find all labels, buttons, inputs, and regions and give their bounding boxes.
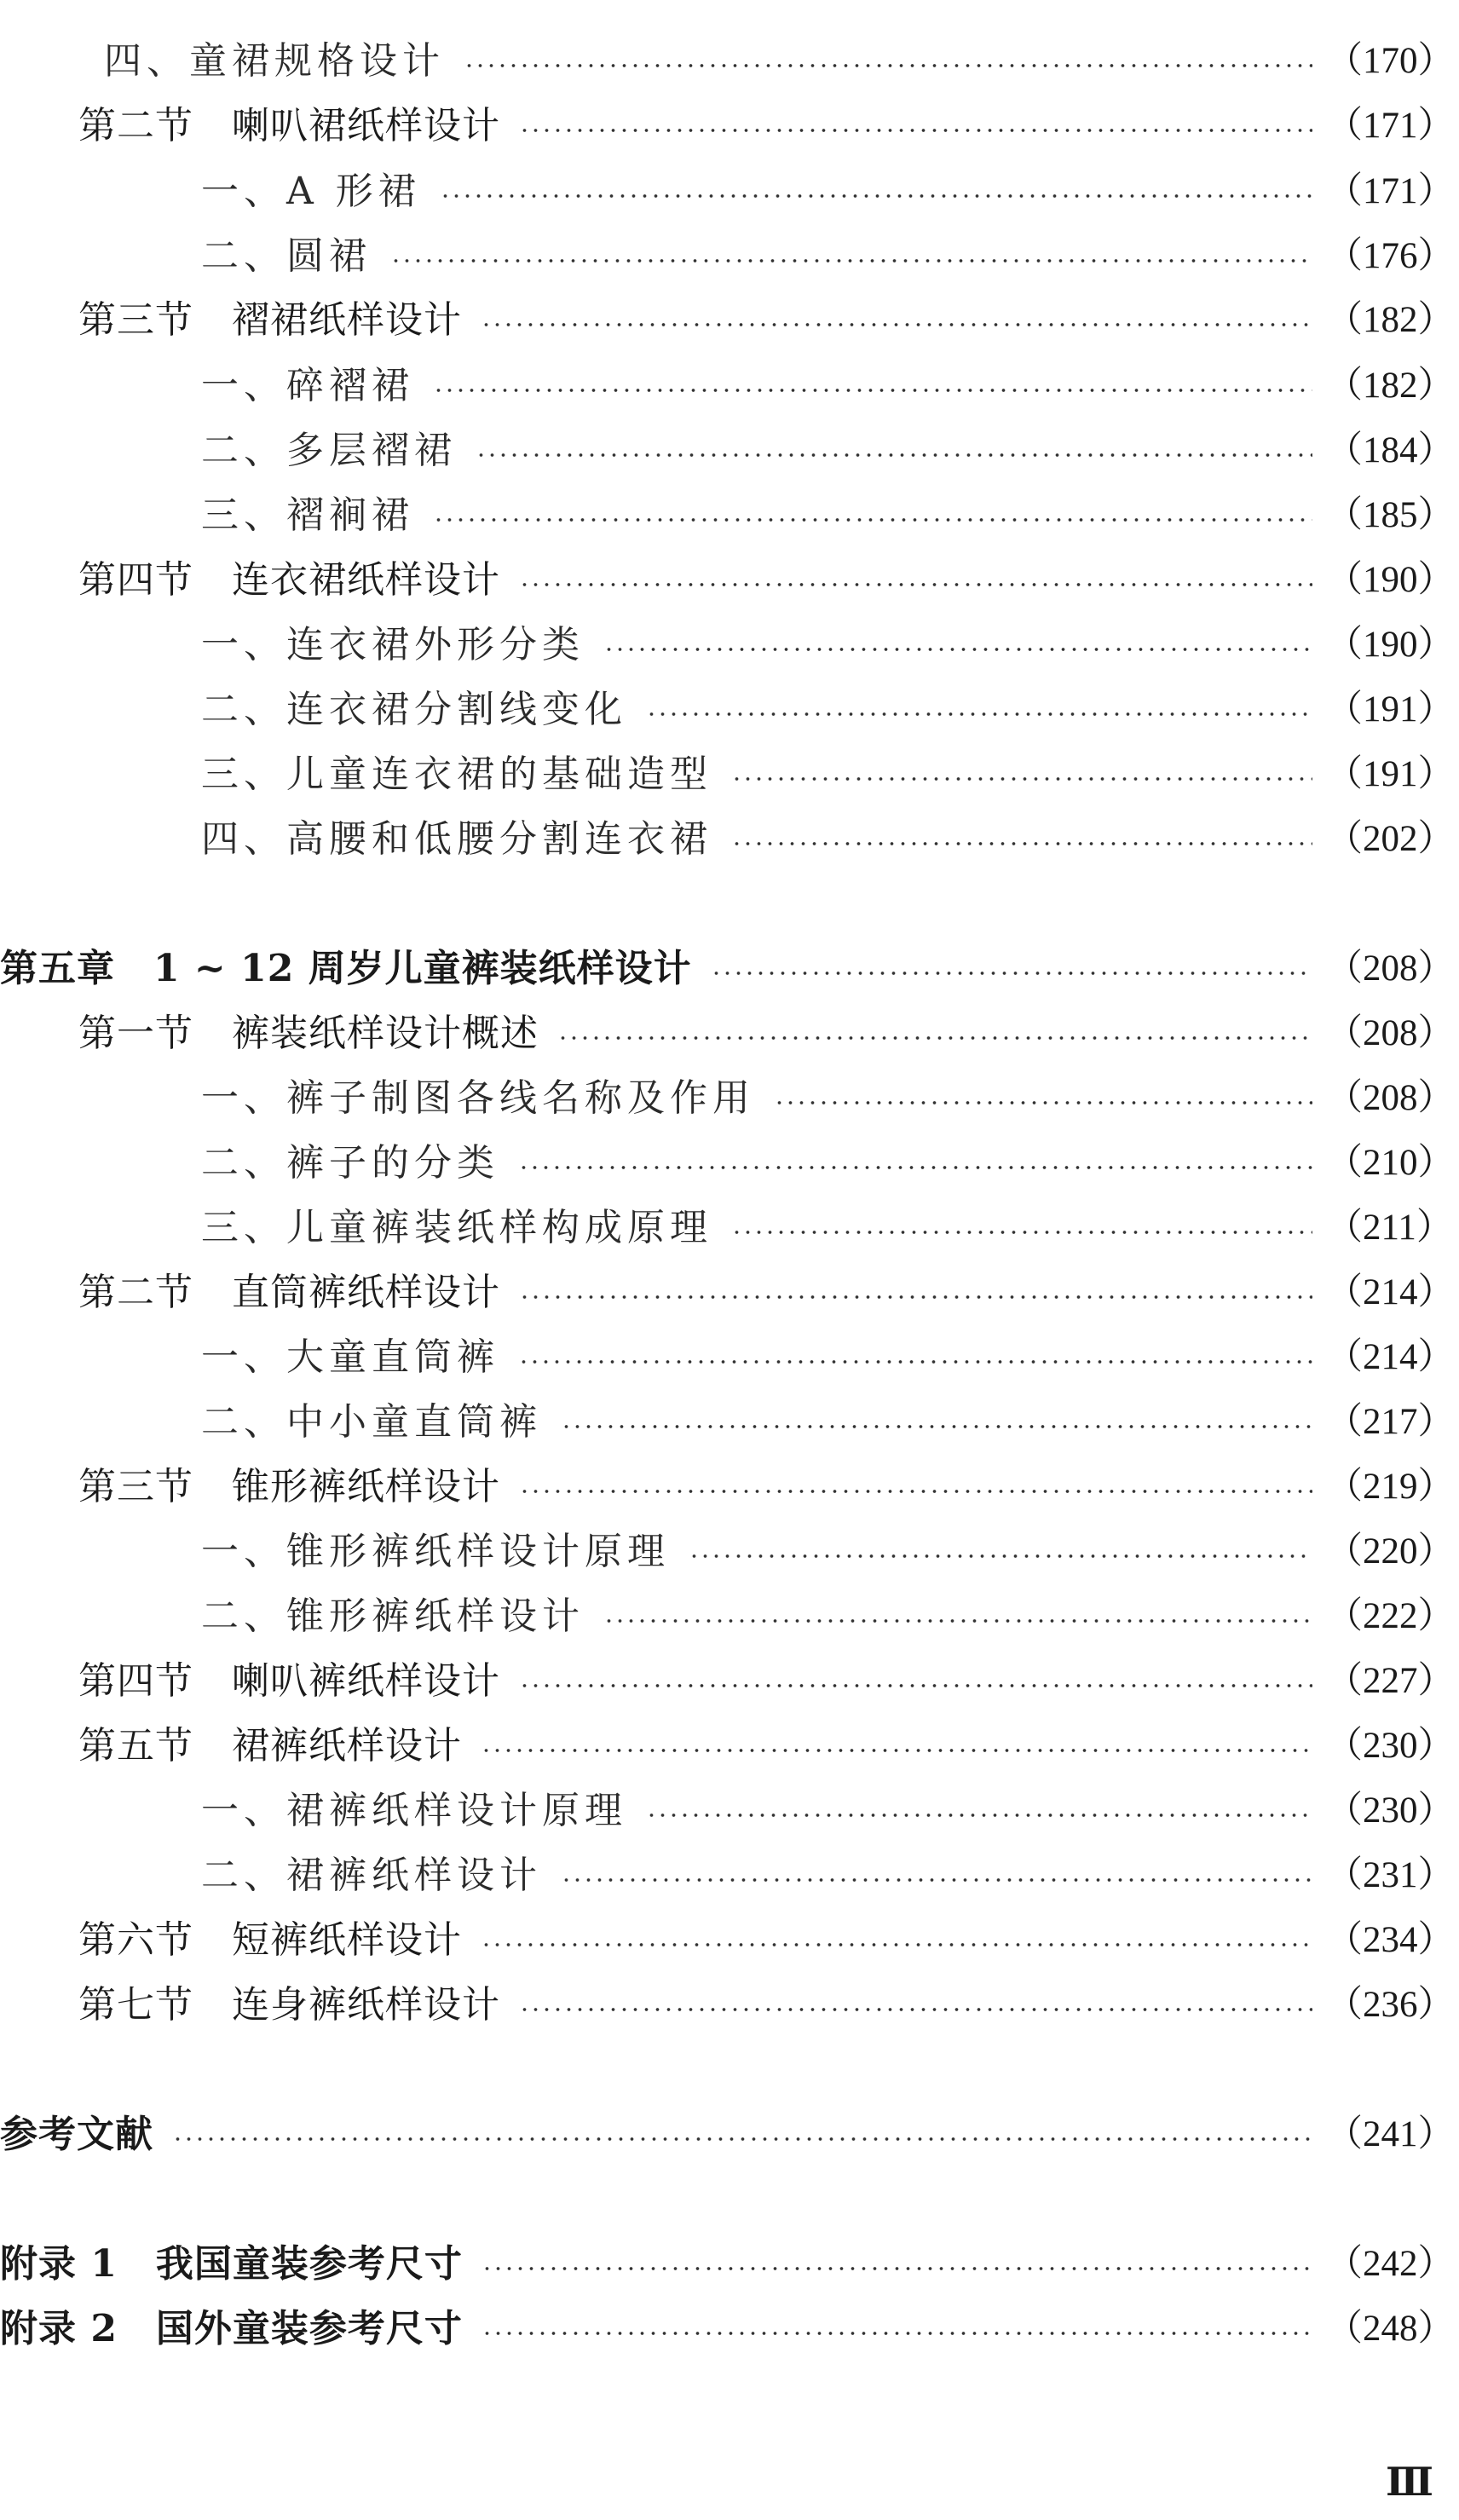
toc-entry-title: 第七节 连身裤纸样设计 [78,1983,500,2027]
toc-chapter [0,2299,1459,2359]
toc-entry-title: 一、锥形裤纸样设计原理 [201,1530,670,1573]
toc-entry-title: 第六节 短裤纸样设计 [78,1918,462,1962]
toc-entry-page: （227） [1326,1661,1455,1701]
toc-entry-page: （211） [1326,1208,1453,1248]
dot-leader [481,1748,1312,1753]
toc-entry-title: 第二节 直筒裤纸样设计 [78,1271,500,1314]
page-number: Ⅲ [1385,2460,1433,2504]
toc-entry [0,1846,1459,1906]
toc-entry-page: （171） [1326,171,1455,211]
toc-entry [0,1133,1459,1193]
toc-entry-page: （230） [1326,1726,1455,1766]
toc-entry [0,96,1459,156]
toc-entry-title: 第四节 连衣裙纸样设计 [78,558,500,602]
dot-leader [774,1100,1312,1105]
toc-entry [0,1198,1459,1258]
toc-entry-title: 四、童裙规格设计 [104,39,445,83]
toc-entry [0,615,1459,675]
dot-leader [481,322,1312,327]
toc-entry-title: 一、大童直筒裤 [201,1335,499,1379]
toc-entry [0,810,1459,869]
toc-entry-title: 第二节 喇叭裙纸样设计 [78,104,500,147]
toc-entry-title: 三、儿童裤装纸样构成原理 [201,1206,712,1249]
toc-entry [0,1652,1459,1711]
dot-leader [689,1554,1312,1559]
toc-entry-title: 二、圆裙 [201,234,372,278]
toc-entry-title: 一、A 形裙 [201,170,421,213]
toc-entry [0,680,1459,740]
toc-entry [0,1975,1459,2035]
toc-entry-page: （248） [1326,2309,1455,2349]
dot-leader [433,388,1312,393]
toc-entry-page: （208） [1326,1078,1455,1118]
toc-entry [0,1587,1459,1646]
dot-leader [476,453,1312,458]
toc-entry [0,1457,1459,1517]
toc-entry-title: 二、连衣裙分割线变化 [201,688,627,731]
toc-entry-page: （214） [1326,1272,1455,1312]
toc-entry-page: （214） [1326,1337,1455,1377]
toc-entry-page: （217） [1326,1402,1455,1442]
toc-entry-title: 四、高腰和低腰分割连衣裙 [201,817,712,861]
toc-entry-title: 二、锥形裤纸样设计 [201,1594,585,1638]
toc-entry-page: （185） [1326,495,1455,535]
dot-leader [519,2007,1312,2012]
toc-entry [0,745,1459,804]
toc-chapter-title: 参考文献 [0,2113,153,2156]
toc-entry [0,1393,1459,1452]
dot-leader [519,582,1312,587]
dot-leader [561,1877,1312,1883]
toc-entry-page: （219） [1326,1467,1455,1507]
toc-entry-page: （202） [1326,819,1455,859]
toc-entry-page: （242） [1326,2244,1455,2284]
toc-entry [0,1328,1459,1387]
toc-entry-page: （190） [1326,560,1455,600]
toc-chapter-title: 附录 2 国外童装参考尺寸 [0,2307,463,2350]
toc-entry-page: （222） [1326,1596,1455,1636]
dot-leader [603,647,1312,652]
toc-entry [0,1069,1459,1128]
toc-entry-title: 第三节 锥形裤纸样设计 [78,1465,500,1508]
dot-leader [390,258,1312,263]
dot-leader [646,1813,1312,1818]
toc-entry-title: 二、中小童直筒裤 [201,1400,542,1444]
toc-entry [0,1716,1459,1776]
dot-leader [482,2331,1312,2336]
toc-entry [0,551,1459,610]
toc-entry-title: 第三节 褶裙纸样设计 [78,298,462,342]
toc-entry-page: （182） [1326,366,1455,406]
toc-entry-page: （231） [1326,1855,1455,1895]
dot-leader [172,2137,1312,2142]
toc-entry-page: （191） [1326,689,1455,729]
toc-entry-page: （220） [1326,1531,1455,1571]
toc-entry-page: （170） [1326,41,1455,81]
toc-entry-page: （208） [1326,949,1455,989]
dot-leader [731,776,1312,781]
toc-entry [0,1781,1459,1841]
dot-leader [731,1230,1312,1235]
dot-leader [646,712,1312,717]
toc-entry [0,486,1459,545]
toc-chapter-title: 第五章 1 ~ 12 周岁儿童裤装纸样设计 [0,947,692,990]
dot-leader [731,841,1312,846]
dot-leader [519,1295,1312,1300]
toc-entry [0,32,1459,91]
toc-entry-title: 三、儿童连衣裙的基础造型 [201,753,712,796]
toc-entry-page: （234） [1326,1920,1455,1960]
toc-entry [0,227,1459,286]
toc-entry-page: （241） [1326,2114,1455,2154]
dot-leader [711,971,1312,976]
toc-entry [0,291,1459,350]
toc-entry-page: （171） [1326,106,1455,146]
toc-entry-page: （176） [1326,236,1455,276]
toc-entry-page: （236） [1326,1985,1455,2025]
dot-leader [603,1618,1312,1623]
toc-chapter [0,2105,1459,2165]
dot-leader [481,1942,1312,1947]
toc-entry-page: （191） [1326,754,1455,794]
toc-chapter [0,2235,1459,2294]
toc-entry [0,1911,1459,1970]
toc-entry [0,1522,1459,1582]
dot-leader [519,1489,1312,1494]
toc-chapter-title: 附录 1 我国童装参考尺寸 [0,2242,463,2286]
toc-entry [0,162,1459,222]
dot-leader [464,63,1312,68]
toc-entry-title: 二、多层褶裙 [201,429,457,472]
toc-entry-page: （190） [1326,625,1455,665]
toc-entry-page: （184） [1326,430,1455,470]
toc-entry-title: 第四节 喇叭裤纸样设计 [78,1659,500,1703]
toc-chapter [0,939,1459,999]
dot-leader [433,517,1312,522]
toc-entry-title: 二、裤子的分类 [201,1141,499,1185]
toc-entry-title: 第五节 裙裤纸样设计 [78,1724,462,1767]
toc-entry-title: 第一节 裤装纸样设计概述 [78,1012,539,1055]
toc-entry-title: 三、褶裥裙 [201,493,414,537]
dot-leader [519,128,1312,133]
toc-entry-title: 一、连衣裙外形分类 [201,623,585,666]
toc-entry [0,1004,1459,1064]
toc-entry-title: 一、裤子制图各线名称及作用 [201,1076,755,1120]
toc-entry-title: 二、裙裤纸样设计 [201,1854,542,1897]
toc-entry [0,356,1459,416]
dot-leader [519,1683,1312,1688]
toc-entry [0,1263,1459,1323]
toc-entry-page: （182） [1326,300,1455,340]
dot-leader [518,1359,1312,1364]
toc-entry-title: 一、碎褶裙 [201,364,414,407]
toc-entry-page: （210） [1326,1143,1455,1183]
dot-leader [482,2266,1312,2271]
dot-leader [557,1035,1312,1041]
toc-entry-page: （208） [1326,1013,1455,1053]
toc-entry-title: 一、裙裤纸样设计原理 [201,1789,627,1832]
dot-leader [440,193,1312,199]
dot-leader [561,1424,1312,1429]
toc-entry [0,421,1459,481]
toc-entry-page: （230） [1326,1791,1455,1831]
dot-leader [518,1165,1312,1170]
